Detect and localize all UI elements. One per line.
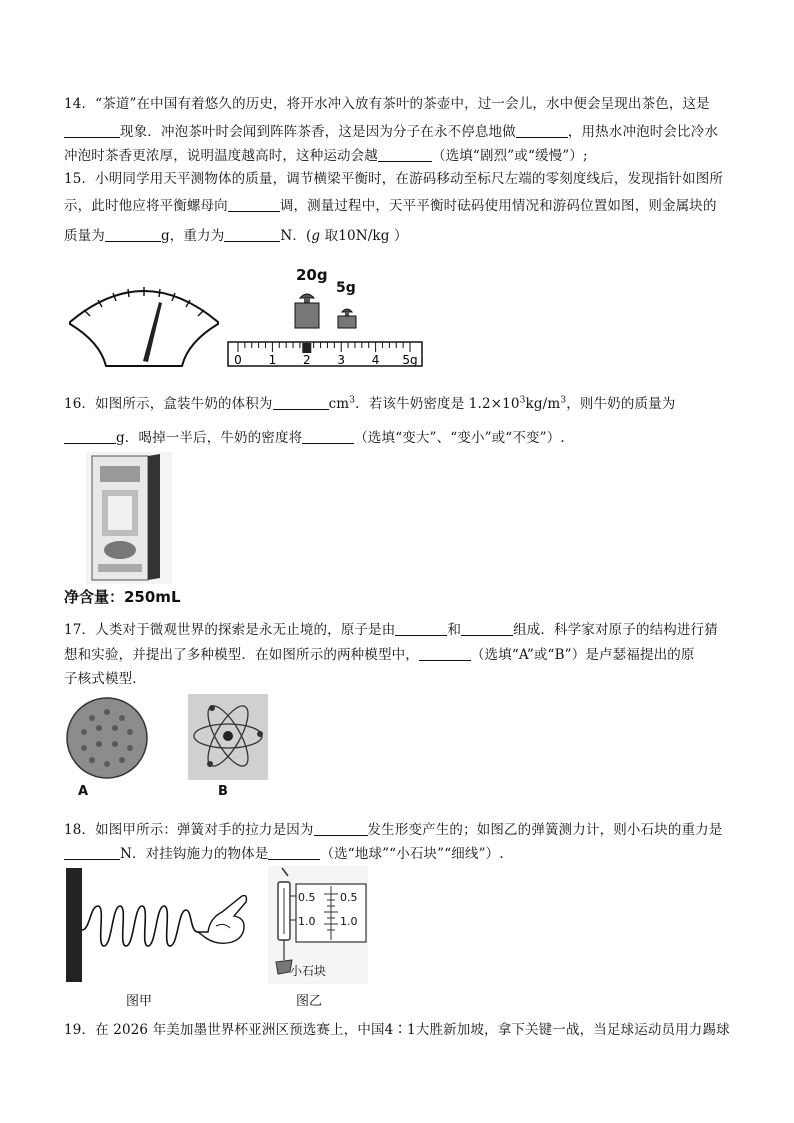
q17-blank-2[interactable] — [461, 621, 513, 636]
weights-figure — [290, 288, 370, 332]
q17-blank-1[interactable] — [395, 621, 447, 636]
stone-label: 小石块 — [290, 964, 327, 978]
weight-5g-label: 5g — [336, 280, 356, 296]
q16-blank-2[interactable] — [64, 429, 116, 444]
ruler-tick-label: 2 — [302, 353, 311, 367]
q18-line-1: 18．如图甲所示：弹簧对手的拉力是因为 发生形变产生的；如图乙的弹簧测力计，则小石块的重力是 — [64, 822, 723, 838]
q16-blank-3[interactable] — [302, 429, 354, 444]
scale-label-right-10: 1.0 — [340, 915, 358, 928]
ruler-tick-label: 3 — [337, 353, 346, 367]
q18-blank-1[interactable] — [314, 821, 368, 836]
q16-line-2: g．喝掉一半后，牛奶的密度将 （选填“变大”、“变小”或“不变”）. — [64, 426, 565, 446]
q17-line-1: 17．人类对于微观世界的探索是永无止境的，原子是由 和 组成．科学家对原子的结构进行猜 — [64, 622, 718, 638]
q15-blank-3[interactable] — [224, 227, 280, 242]
q18-blank-2[interactable] — [64, 845, 120, 860]
q15-line-2: 示，此时他应将平衡螺母向 调，测量过程中，天平平衡时砝码使用情况和游码位置如图，则金属块的 — [64, 198, 717, 214]
spring-hand-figure — [66, 866, 256, 984]
q16-blank-1[interactable] — [273, 395, 329, 410]
ruler-tick-label: 4 — [371, 353, 380, 367]
q14-blank-1[interactable] — [64, 123, 120, 138]
scale-label-right-05: 0.5 — [340, 891, 358, 904]
q15-blank-1[interactable] — [228, 197, 280, 212]
q15-line-3: 质量为 g，重力为 N．(g 取10N/kg ） — [64, 228, 408, 244]
q19-line-1: 19．在 2026 年美加墨世界杯亚洲区预选赛上，中国4∶1大胜新加坡，拿下关键一战，当足球运动员用力踢球 — [64, 1022, 730, 1038]
ruler-tick-label: 0 — [234, 353, 242, 367]
q18-blank-3[interactable] — [268, 845, 320, 860]
balance-pointer-figure — [64, 266, 224, 376]
rider[interactable] — [302, 343, 311, 353]
q15-blank-2[interactable] — [105, 227, 161, 242]
q14-line-2: 现象．冲泡茶叶时会闻到阵阵茶香，这是因为分子在永不停息地做 ，用热水冲泡时会比冷水 — [64, 120, 718, 140]
scale-label-left-05: 0.5 — [298, 891, 316, 904]
q14-line-1: 14．“茶道”在中国有着悠久的历史，将开水冲入放有茶叶的茶壶中，过一会儿，水中便会呈现出茶色，这是 — [64, 96, 710, 112]
q15-line-1: 15．小明同学用天平测物体的质量，调节横梁平衡时，在游码移动至标尺左端的零刻度线后，发现指针如图所 — [64, 171, 724, 187]
q17-line-3: 子核式模型． — [64, 671, 146, 687]
q14-blank-2[interactable] — [516, 123, 568, 138]
q17-blank-3[interactable] — [419, 646, 471, 661]
q14-blank-3[interactable] — [378, 147, 432, 162]
q14-line-3: 冲泡时茶香更浓厚，说明温度越高时，这种运动会越 （选填“剧烈”或“缓慢”）; — [64, 148, 588, 164]
q17-line-2: 想和实验，并提出了多种模型．在如图所示的两种模型中， （选填“A”或“B”）是卢瑟福提出的原 — [64, 647, 695, 663]
ruler-tick-label: 1 — [268, 353, 277, 367]
scale-label-left-10: 1.0 — [298, 915, 316, 928]
caption-figure-yi: 图乙 — [296, 994, 323, 1009]
milk-box-figure — [86, 452, 172, 584]
milk-net-content-label: 净含量：250mL — [64, 588, 181, 606]
caption-b: B — [218, 784, 228, 799]
rider-scale-figure — [226, 340, 426, 370]
q18-line-2: N．对挂钩施力的物体是 （选“地球”“小石块”“细线”）. — [64, 842, 504, 862]
ruler-tick-label: 5g — [402, 353, 418, 367]
atom-model-a-figure — [62, 694, 152, 782]
q16-line-1: 16．如图所示，盒装牛奶的体积为 $cm^3$．若该牛奶密度是 $1.2\times 10^3kg/m^3$，则牛奶的质量为 — [64, 395, 676, 412]
caption-a: A — [78, 784, 89, 799]
atom-model-b-figure — [188, 694, 268, 780]
caption-figure-jia: 图甲 — [126, 994, 153, 1009]
weight-20g-label: 20g — [296, 266, 328, 284]
